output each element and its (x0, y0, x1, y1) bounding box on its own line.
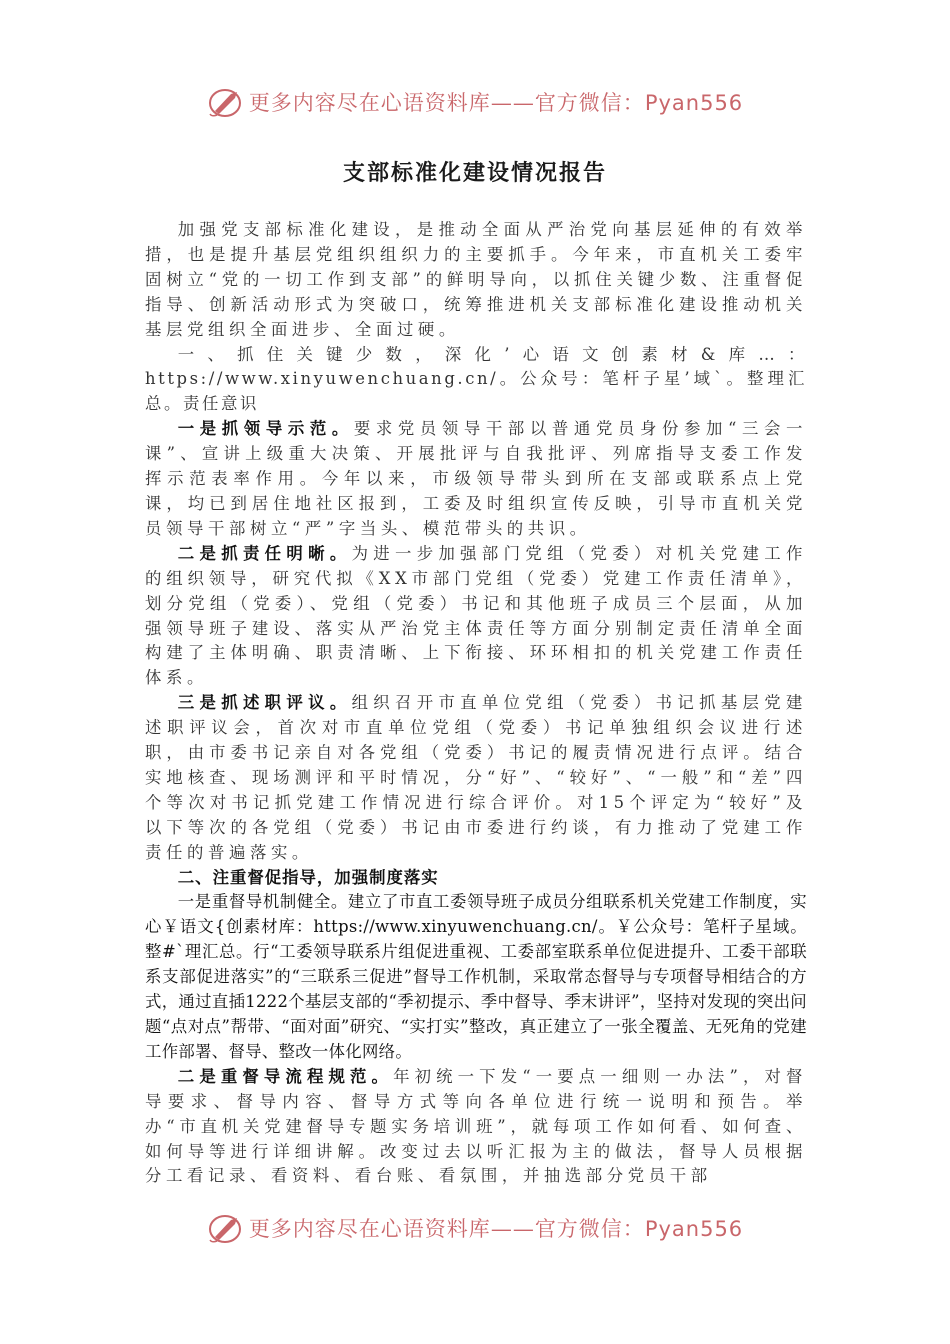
wechat-id: Pyan556 (644, 91, 744, 115)
banner-text: 更多内容尽在心语资料库——官方微信：Pyan556 (248, 91, 744, 115)
paragraph-leader-demo: 一是抓领导示范。要求党员领导干部以普通党员身份参加“三会一课”、宣讲上级重大决策、开展批评与自我批评、列席指导支委工作发挥示范表率作用。今年以来，市级领导带头到所在支部或联系点上党课，均已到居住地社区报到，工委及时组织宣传反映，引导市直机关党员领导干部树立“严”字当头、模范带头的共识。 (145, 419, 807, 538)
banner-text: 更多内容尽在心语资料库——官方微信：Pyan556 (248, 1217, 744, 1241)
header-banner (0, 82, 950, 122)
section-1-heading: 一、抓住关键少数，深化’心语文创素材&库…：https://www.xinyuwenchuang.cn/。公众号：笔杆子星’域`。整理汇总。责任意识 (145, 344, 807, 414)
intro-paragraph: 加强党支部标准化建设，是推动全面从严治党向基层延伸的有效举措，也是提升基层党组织组织力的主要抓手。今年来，市直机关工委牢固树立“党的一切工作到支部”的鲜明导向，以抓住关键少数、注重督促指导、创新活动形式为突破口，统筹推进机关支部标准化建设推动机关基层党组织全面进步、全面过硬。 (145, 220, 807, 339)
wechat-id: Pyan556 (644, 1217, 744, 1241)
footer-banner (0, 1208, 950, 1248)
paragraph-responsibility: 二是抓责任明晰。为进一步加强部门党组（党委）对机关党建工作的组织领导，研究代拟《XX市部门党组（党委）党建工作责任清单》，划分党组（党委）、党组（党委）书记和其他班子成员三个层面，从加强领导班子建设、落实从严治党主体责任等方面分别制定责任清单全面构建了主体明确、职责清晰、上下衔接、环环相扣的机关党建工作责任体系。 (145, 543, 807, 688)
paragraph-supervision-mechanism: 一是重督导机制健全。建立了市直工委领导班子成员分组联系机关党建工作制度，实心￥语文{创素材库：https://www.xinyuwenchuang.cn/。￥公众号：笔杆子星域。整#`理汇总。行“工委领导联系片组促进重视、工委部室联系单位促进提升、工委干部联系支部促进落实”的“三联系三促进”督导工作机制，采取常态督导与专项督导相结合的方式，通过直插1222个基层支部的“季初提示、季中督导、季末讲评”，坚持对发现的突出问题“点对点”帮带、“面对面”研究、“实打实”整改，真正建立了一张全覆盖、无死角的党建工作部署、督导、整改一体化网络。 (145, 892, 807, 1061)
paragraph-lead: 二是重督导流程规范。 (177, 1066, 394, 1086)
paragraph-lead: 二是抓责任明晰。 (177, 543, 352, 563)
paragraph-supervision-process: 二是重督导流程规范。年初统一下发“一要点一细则一办法”，对督导要求、督导内容、督导方式等向各单位进行统一说明和预告。举办“市直机关党建督导专题实务培训班”，就每项工作如何看、如何查、如何导等进行详细讲解。改变过去以听汇报为主的做法，督导人员根据分工看记录、看资料、看台账、看氛围，并抽选部分党员干部 (145, 1066, 808, 1186)
fountain-pen-logo-icon (207, 1210, 247, 1246)
document-body (145, 218, 807, 1189)
paragraph-lead: 三是抓述职评议。 (177, 693, 352, 713)
paragraph-lead: 一是抓领导示范。 (177, 419, 354, 439)
page-title: 支部标准化建设情况报告 (342, 161, 607, 186)
section-2-heading: 二、注重督促指导，加强制度落实 (177, 867, 439, 887)
paragraph-review: 三是抓述职评议。组织召开市直单位党组（党委）书记抓基层党建述职评议会，首次对市直单位党组（党委）书记单独组织会议进行述职，由市委书记亲自对各党组（党委）书记的履责情况进行点评。结合实地核查、现场测评和平时情况，分“好”、“较好”、“一般”和“差”四个等次对书记抓党建工作情况进行综合评价。对15个评定为“较好”及以下等次的各党组（党委）书记由市委进行约谈，有力推动了党建工作责任的普遍落实。 (145, 693, 807, 862)
fountain-pen-logo-icon (207, 84, 247, 120)
